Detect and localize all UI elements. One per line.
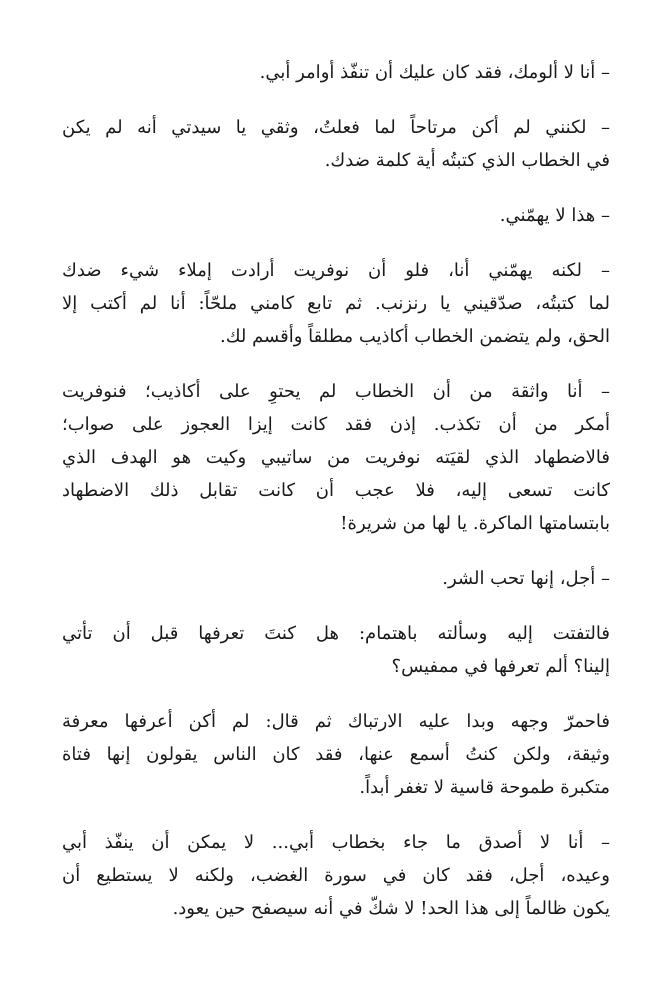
text-line: – لكنني لم أكن مرتاحاً لما فعلتُ، وثقي يا سيدتي أنه لم يكن	[62, 117, 610, 138]
text-line: وثيقة، ولكن كنتُ أسمع عنها، فقد كان الناس يقولون إنها فتاة	[62, 744, 610, 765]
text-line: لما كتبتُه، صدّقيني يا رنزنب. ثم تابع كامني ملحّاً: أنا لم أكتب إلا	[62, 293, 610, 314]
text-line: – أنا واثقة من أن الخطاب لم يحتوِ على أكاذيب؛ فنوفريت	[62, 381, 610, 402]
text-line: – أنا لا أصدق ما جاء بخطاب أبي... لا يمكن أن ينفّذ أبي	[62, 832, 610, 853]
paragraph-4	[62, 254, 610, 353]
paragraph-5	[62, 375, 610, 540]
book-page	[62, 56, 610, 947]
text-line: – لكنه يهمّني أنا، فلو أن نوفريت أرادت إملاء شيء ضدك	[62, 260, 610, 281]
text-line: فاحمرّ وجهه وبدا عليه الارتباك ثم قال: لم أكن أعرفها معرفة	[62, 711, 610, 732]
text-line: بابتسامتها الماكرة. يا لها من شريرة!	[340, 513, 610, 534]
text-line: في الخطاب الذي كتبتُه أية كلمة ضدك.	[324, 150, 610, 171]
text-line: كانت تسعى إليه، فلا عجب أن كانت تقابل ذلك الاضطهاد	[62, 480, 610, 501]
text-line: – أجل، إنها تحب الشر.	[442, 568, 610, 589]
text-line: يكون ظالماً إلى هذا الحد! لا شكّ في أنه سيصفح حين يعود.	[172, 898, 610, 919]
paragraph-3	[62, 199, 610, 232]
text-line: الحق، ولم يتضمن الخطاب أكاذيب مطلقاً وأقسم لك.	[219, 326, 610, 347]
paragraph-7	[62, 617, 610, 683]
text-line: – أنا لا ألومك، فقد كان عليك أن تنفّذ أوامر أبي.	[259, 62, 610, 83]
text-line: – هذا لا يهمّني.	[499, 205, 610, 226]
text-line: وعيده، أجل، فقد كان في سورة الغضب، ولكنه لا يستطيع أن	[62, 865, 610, 886]
text-line: متكبرة طموحة قاسية لا تغفر أبداً.	[359, 777, 610, 798]
text-line: فالتفتت إليه وسألته باهتمام: هل كنتَ تعرفها قبل أن تأتي	[62, 623, 610, 644]
paragraph-6	[62, 562, 610, 595]
text-line: إلينا؟ ألم تعرفها في ممفيس؟	[391, 656, 610, 677]
paragraph-9	[62, 826, 610, 925]
paragraph-8	[62, 705, 610, 804]
paragraph-1	[62, 56, 610, 89]
text-line: أمكر من أن تكذب. إذن فقد كانت إيزا العجوز على صواب؛	[62, 414, 610, 435]
paragraph-2	[62, 111, 610, 177]
text-line: فالاضطهاد الذي لقيَته نوفريت من ساتيبي وكيت هو الهدف الذي	[62, 447, 610, 468]
